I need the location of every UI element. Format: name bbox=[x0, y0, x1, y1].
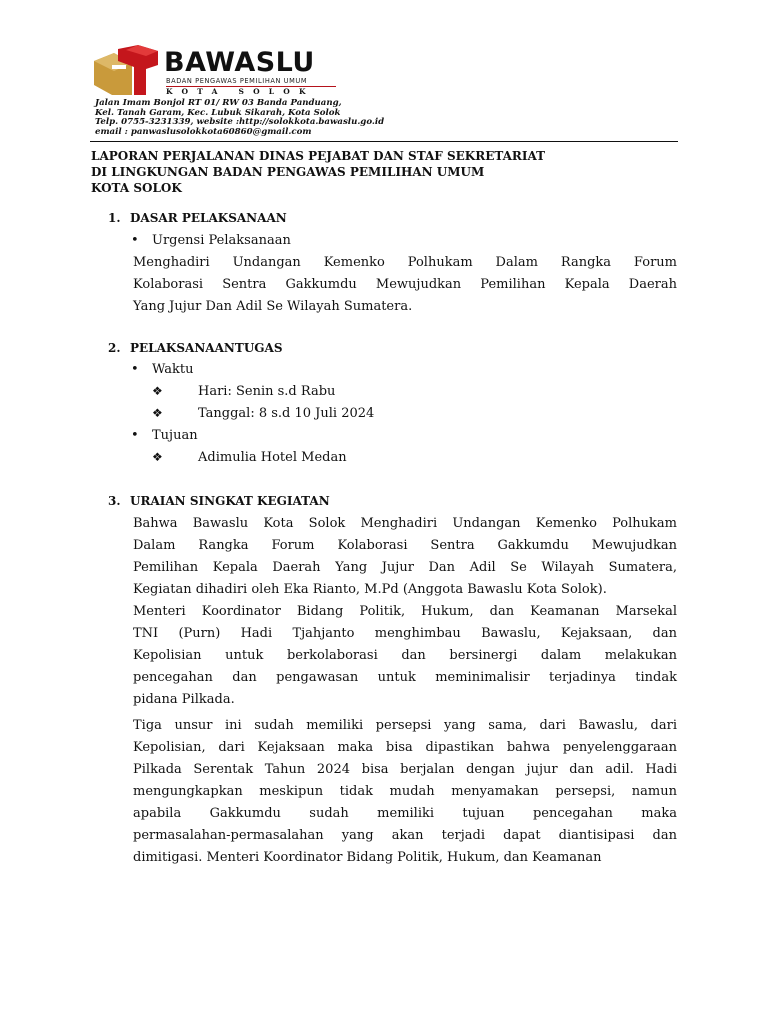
address-line: Jalan Imam Bonjol RT 01/ RW 03 Banda Panduang, bbox=[95, 98, 342, 108]
bawaslu-logo-icon bbox=[92, 45, 162, 97]
title-line: LAPORAN PERJALANAN DINAS PEJABAT DAN STAF SEKRETARIAT bbox=[91, 149, 546, 163]
bullet-label: Waktu bbox=[152, 362, 194, 377]
title-line: DI LINGKUNGAN BADAN PENGAWAS PEMILIHAN UMUM bbox=[91, 165, 485, 179]
text-line: pencegahan dan pengawasan untuk meminimalisir terjadinya tindak bbox=[133, 670, 677, 685]
text-line: apabila Gakkumdu sudah memiliki tujuan pencegahan maka bbox=[133, 806, 677, 821]
title-line: KOTA SOLOK bbox=[91, 181, 182, 195]
letterhead-address bbox=[95, 99, 384, 137]
text-line: Tiga unsur ini sudah memiliki persepsi yang sama, dari Bawaslu, dari bbox=[133, 718, 677, 733]
email-line: email : panwaslusolokkota60860@gmail.com bbox=[95, 126, 312, 137]
text-line: Kepolisian untuk berkolaborasi dan bersinergi dalam melakukan bbox=[133, 648, 677, 663]
sub-bullet-item bbox=[152, 406, 374, 421]
section-3-paragraph-1 bbox=[133, 513, 677, 711]
phone-website-line: Telp. 0755-3231339, website :http://solokkota.bawaslu.go.id bbox=[95, 117, 385, 128]
bullet-item bbox=[131, 362, 193, 377]
sub-bullet-item bbox=[152, 384, 335, 399]
diamond-bullet-icon: ❖ bbox=[152, 384, 163, 398]
diamond-bullet-icon: ❖ bbox=[152, 406, 163, 420]
section-3-paragraph-2 bbox=[133, 715, 677, 869]
brand-city: KOTA SOLOK bbox=[166, 87, 315, 96]
section-number: 2. bbox=[108, 341, 121, 355]
section-number: 1. bbox=[108, 211, 121, 225]
brand-subtitle: BADAN PENGAWAS PEMILIHAN UMUM bbox=[166, 77, 336, 87]
bullet-label: Urgensi Pelaksanaan bbox=[152, 233, 291, 248]
text-line: Pilkada Serentak Tahun 2024 bisa berjalan dengan jujur dan adil. Hadi bbox=[133, 762, 677, 777]
bullet-dot-icon: • bbox=[131, 233, 139, 248]
bullet-item bbox=[131, 233, 291, 248]
text-line: Dalam Rangka Forum Kolaborasi Sentra Gakkumdu Mewujudkan bbox=[133, 538, 677, 553]
bullet-item bbox=[131, 428, 198, 443]
section-2-heading bbox=[108, 341, 283, 355]
text-line: Yang Jujur Dan Adil Se Wilayah Sumatera. bbox=[133, 299, 413, 314]
header-divider bbox=[90, 141, 678, 142]
text-line: Kolaborasi Sentra Gakkumdu Mewujudkan Pemilihan Kepala Daerah bbox=[133, 277, 677, 292]
sub-bullet-text: Adimulia Hotel Medan bbox=[198, 450, 347, 465]
diamond-bullet-icon: ❖ bbox=[152, 450, 163, 464]
text-line: TNI (Purn) Hadi Tjahjanto menghimbau Bawaslu, Kejaksaan, dan bbox=[133, 626, 677, 641]
text-line: Kegiatan dihadiri oleh Eka Rianto, M.Pd (Anggota Bawaslu Kota Solok). bbox=[133, 582, 607, 597]
bullet-dot-icon: • bbox=[131, 362, 139, 377]
letterhead-logo bbox=[92, 45, 352, 100]
sub-bullet-text: Tanggal: 8 s.d 10 Juli 2024 bbox=[198, 406, 375, 421]
text-line: Pemilihan Kepala Daerah Yang Jujur Dan Adil Se Wilayah Sumatera, bbox=[133, 560, 677, 575]
report-title bbox=[91, 148, 545, 196]
text-line: Menghadiri Undangan Kemenko Polhukam Dalam Rangka Forum bbox=[133, 255, 677, 270]
bullet-dot-icon: • bbox=[131, 428, 139, 443]
address-line: Kel. Tanah Garam, Kec. Lubuk Sikarah, Kota Solok bbox=[95, 107, 341, 118]
section-title: PELAKSANAANTUGAS bbox=[130, 341, 283, 355]
text-line: permasalahan-permasalahan yang akan terjadi dapat diantisipasi dan bbox=[133, 828, 677, 843]
section-title: DASAR PELAKSANAAN bbox=[130, 211, 287, 225]
text-line: Menteri Koordinator Bidang Politik, Hukum, dan Keamanan Marsekal bbox=[133, 604, 677, 619]
section-title: URAIAN SINGKAT KEGIATAN bbox=[130, 494, 330, 508]
sub-bullet-text: Hari: Senin s.d Rabu bbox=[198, 384, 336, 399]
text-line: dimitigasi. Menteri Koordinator Bidang Politik, Hukum, dan Keamanan bbox=[133, 850, 602, 865]
section-1-text bbox=[133, 252, 677, 318]
text-line: Kepolisian, dari Kejaksaan maka bisa dipastikan bahwa penyelenggaraan bbox=[133, 740, 677, 755]
section-number: 3. bbox=[108, 494, 121, 508]
text-line: Bahwa Bawaslu Kota Solok Menghadiri Undangan Kemenko Polhukam bbox=[133, 516, 677, 531]
text-line: mengungkapkan meskipun tidak mudah menyamakan persepsi, namun bbox=[133, 784, 677, 799]
bullet-label: Tujuan bbox=[152, 428, 198, 443]
section-3-heading bbox=[108, 494, 330, 508]
sub-bullet-item bbox=[152, 450, 347, 465]
section-1-heading bbox=[108, 211, 287, 225]
text-line: pidana Pilkada. bbox=[133, 692, 235, 707]
brand-name: BAWASLU bbox=[164, 47, 315, 78]
